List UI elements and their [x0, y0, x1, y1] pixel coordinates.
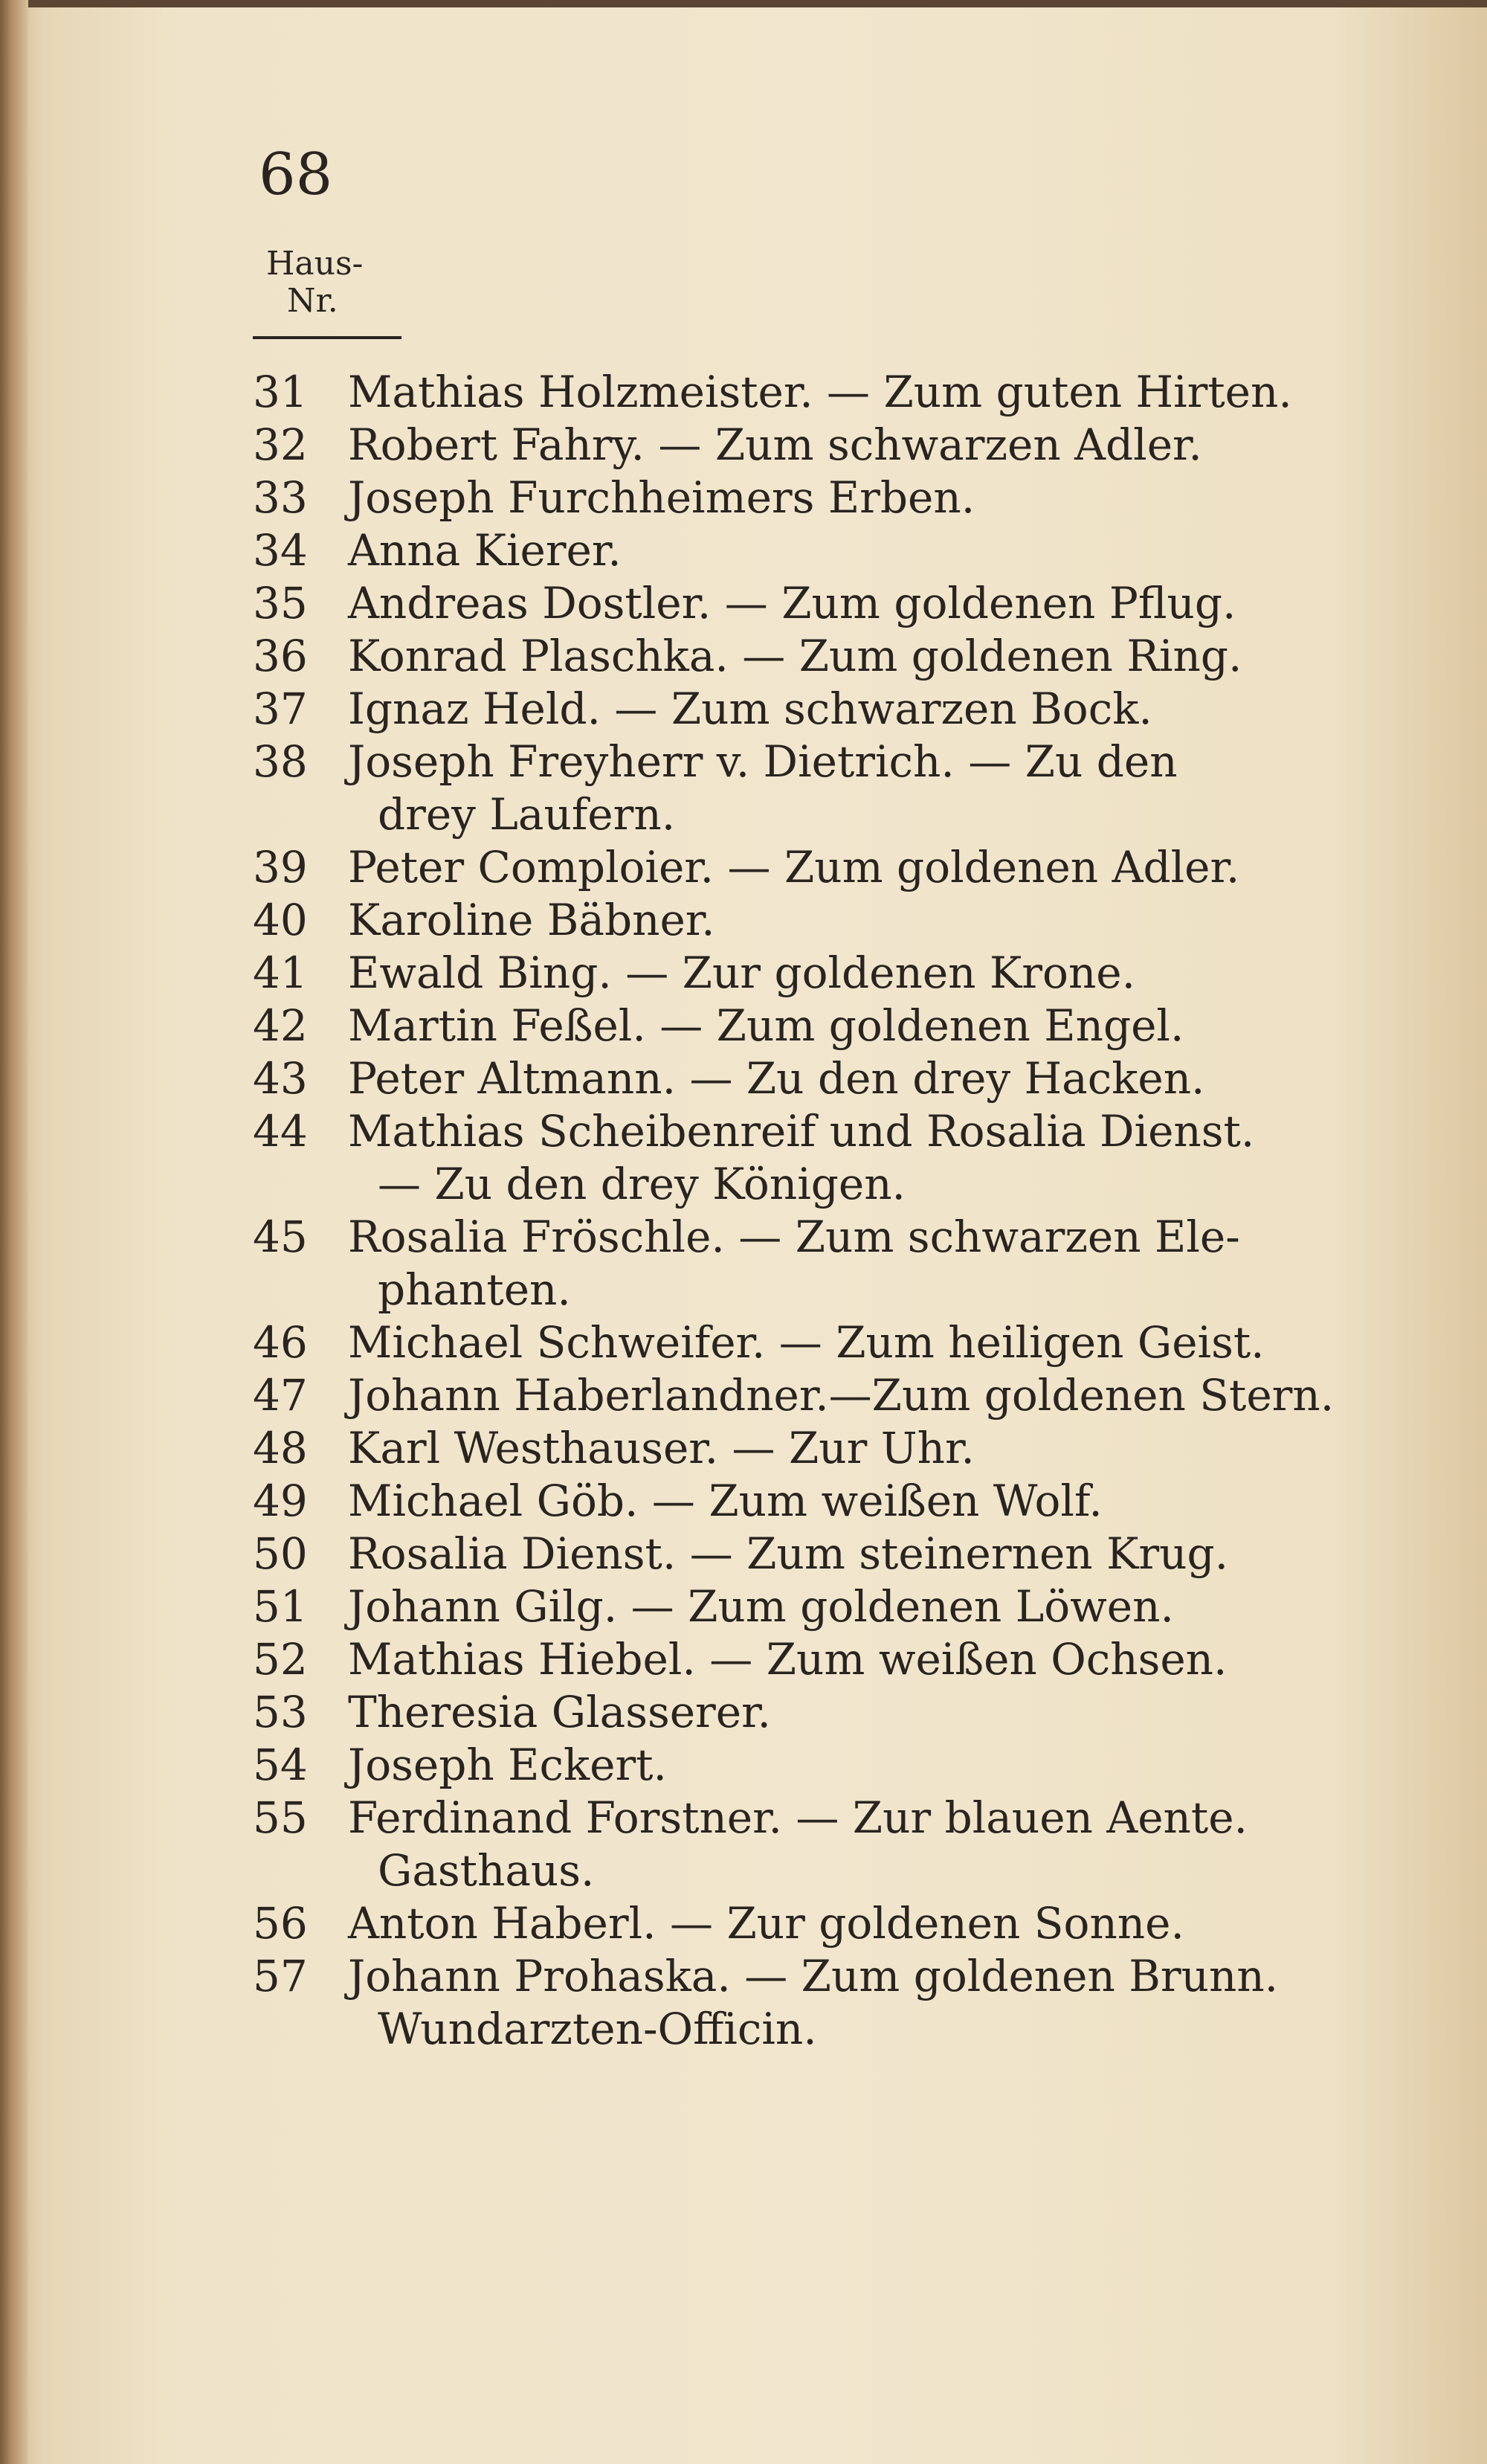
entry-text-block: [348, 366, 1413, 419]
owner-and-sign: Michael Göb. — Zum weißen Wolf.: [348, 1476, 1103, 1526]
owner-and-sign: Peter Comploier. — Zum goldenen Adler.: [348, 842, 1240, 892]
house-entry: [253, 1950, 1413, 2056]
entry-continuation: Gasthaus.: [378, 1845, 595, 1896]
house-number: 33: [253, 472, 308, 523]
entry-text-block: [348, 841, 1413, 894]
owner-and-sign: Joseph Furchheimers Erben.: [348, 472, 975, 523]
house-number: 45: [253, 1212, 308, 1262]
house-number: 48: [253, 1423, 308, 1473]
house-number: 34: [253, 525, 308, 576]
owner-and-sign: Mathias Holzmeister. — Zum guten Hirten.: [348, 367, 1292, 417]
entry-text-block: [348, 1580, 1413, 1633]
house-entry: [253, 1686, 1413, 1739]
house-entry: [253, 472, 1413, 524]
owner-and-sign: Ignaz Held. — Zum schwarzen Bock.: [348, 683, 1152, 734]
page-binding-edge: [0, 0, 28, 2464]
owner-and-sign: Robert Fahry. — Zum schwarzen Adler.: [348, 419, 1202, 470]
entry-continuation: drey Laufern.: [378, 789, 676, 840]
entry-text-block: [348, 736, 1413, 841]
entry-text-block: [348, 1686, 1413, 1739]
owner-and-sign: Rosalia Fröschle. — Zum schwarzen Ele-: [348, 1212, 1240, 1262]
owner-and-sign: Mathias Hiebel. — Zum weißen Ochsen.: [348, 1634, 1228, 1685]
house-entries-list: [253, 366, 1413, 2056]
owner-and-sign: Anna Kierer.: [348, 525, 622, 576]
house-entry: [253, 1369, 1413, 1422]
entry-text-block: [348, 1897, 1413, 1950]
house-number: 38: [253, 736, 308, 787]
owner-and-sign: Konrad Plaschka. — Zum goldenen Ring.: [348, 631, 1242, 681]
house-entry: [253, 841, 1413, 894]
house-entry: [253, 577, 1413, 630]
house-entry: [253, 1052, 1413, 1105]
house-entry: [253, 1475, 1413, 1528]
house-entry: [253, 1528, 1413, 1580]
entry-text-block: [348, 419, 1413, 472]
house-number: 56: [253, 1898, 308, 1949]
owner-and-sign: Joseph Freyherr v. Dietrich. — Zu den: [348, 736, 1178, 787]
house-number: 49: [253, 1476, 308, 1526]
house-number: 53: [253, 1687, 308, 1737]
house-number: 41: [253, 948, 308, 998]
house-number: 35: [253, 578, 308, 628]
entry-text-block: [348, 524, 1413, 577]
owner-and-sign: Peter Altmann. — Zu den drey Hacken.: [348, 1053, 1205, 1104]
house-number: 52: [253, 1634, 308, 1685]
house-number: 31: [253, 367, 308, 417]
house-number: 32: [253, 419, 308, 470]
entry-text-block: [348, 1105, 1413, 1211]
house-number: 54: [253, 1740, 308, 1790]
house-entry: [253, 1000, 1413, 1052]
column-header-rule: [253, 336, 401, 339]
entry-text-block: [348, 577, 1413, 630]
house-number: 42: [253, 1000, 308, 1051]
entry-continuation: — Zu den drey Königen.: [378, 1159, 906, 1209]
page-number: 68: [259, 141, 333, 208]
entry-text-block: [348, 683, 1413, 736]
owner-and-sign: Ewald Bing. — Zur goldenen Krone.: [348, 948, 1136, 998]
house-number: 43: [253, 1053, 308, 1104]
entry-text-block: [348, 1739, 1413, 1792]
owner-and-sign: Ferdinand Forstner. — Zur blauen Aente.: [348, 1792, 1248, 1843]
entry-text-block: [348, 1475, 1413, 1528]
entry-text-block: [348, 1950, 1413, 2056]
owner-and-sign: Theresia Glasserer.: [348, 1687, 771, 1737]
entry-text-block: [348, 630, 1413, 683]
house-number: 36: [253, 631, 308, 681]
entry-text-block: [348, 1422, 1413, 1475]
entry-text-block: [348, 1528, 1413, 1580]
owner-and-sign: Martin Feßel. — Zum goldenen Engel.: [348, 1000, 1184, 1051]
house-entry: [253, 894, 1413, 947]
house-number: 47: [253, 1370, 308, 1421]
owner-and-sign: Johann Gilg. — Zum goldenen Löwen.: [348, 1581, 1174, 1632]
page-top-edge: [0, 0, 1487, 7]
house-number: 40: [253, 895, 308, 945]
house-number: 46: [253, 1317, 308, 1368]
house-entry: [253, 947, 1413, 1000]
entry-text-block: [348, 1633, 1413, 1686]
entry-text-block: [348, 947, 1413, 1000]
house-entry: [253, 1211, 1413, 1316]
house-entry: [253, 1633, 1413, 1686]
entry-text-block: [348, 894, 1413, 947]
owner-and-sign: Karl Westhauser. — Zur Uhr.: [348, 1423, 975, 1473]
owner-and-sign: Mathias Scheibenreif und Rosalia Dienst.: [348, 1106, 1255, 1157]
entry-text-block: [348, 1000, 1413, 1052]
owner-and-sign: Johann Haberlandner.—Zum goldenen Stern.: [348, 1370, 1335, 1421]
house-number: 55: [253, 1792, 308, 1843]
entry-text-block: [348, 1316, 1413, 1369]
house-entry: [253, 1792, 1413, 1897]
house-number: 51: [253, 1581, 308, 1632]
entry-continuation: phanten.: [378, 1264, 571, 1315]
entry-text-block: [348, 1211, 1413, 1316]
house-entry: [253, 1105, 1413, 1211]
entry-text-block: [348, 472, 1413, 524]
owner-and-sign: Anton Haberl. — Zur goldenen Sonne.: [348, 1898, 1184, 1949]
house-entry: [253, 736, 1413, 841]
owner-and-sign: Andreas Dostler. — Zum goldenen Pflug.: [348, 578, 1236, 628]
house-entry: [253, 1580, 1413, 1633]
entry-text-block: [348, 1792, 1413, 1897]
owner-and-sign: Rosalia Dienst. — Zum steinernen Krug.: [348, 1528, 1229, 1579]
entry-text-block: [348, 1052, 1413, 1105]
house-entry: [253, 683, 1413, 736]
house-entry: [253, 1739, 1413, 1792]
house-entry: [253, 524, 1413, 577]
owner-and-sign: Michael Schweifer. — Zum heiligen Geist.: [348, 1317, 1265, 1368]
entry-text-block: [348, 1369, 1413, 1422]
house-number: 50: [253, 1528, 308, 1579]
house-entry: [253, 419, 1413, 472]
house-number: 44: [253, 1106, 308, 1157]
house-number: 57: [253, 1951, 308, 2001]
house-entry: [253, 1316, 1413, 1369]
house-number: 37: [253, 683, 308, 734]
entry-continuation: Wundarzten-Officin.: [378, 2004, 817, 2054]
column-header-line2: Nr.: [287, 282, 338, 320]
house-entry: [253, 1422, 1413, 1475]
column-header-line1: Haus-: [266, 245, 364, 283]
house-entry: [253, 630, 1413, 683]
column-header: [266, 245, 363, 320]
owner-and-sign: Joseph Eckert.: [348, 1740, 667, 1790]
house-entry: [253, 366, 1413, 419]
house-entry: [253, 1897, 1413, 1950]
owner-and-sign: Karoline Bäbner.: [348, 895, 715, 945]
house-number: 39: [253, 842, 308, 892]
owner-and-sign: Johann Prohaska. — Zum goldenen Brunn.: [348, 1951, 1279, 2001]
